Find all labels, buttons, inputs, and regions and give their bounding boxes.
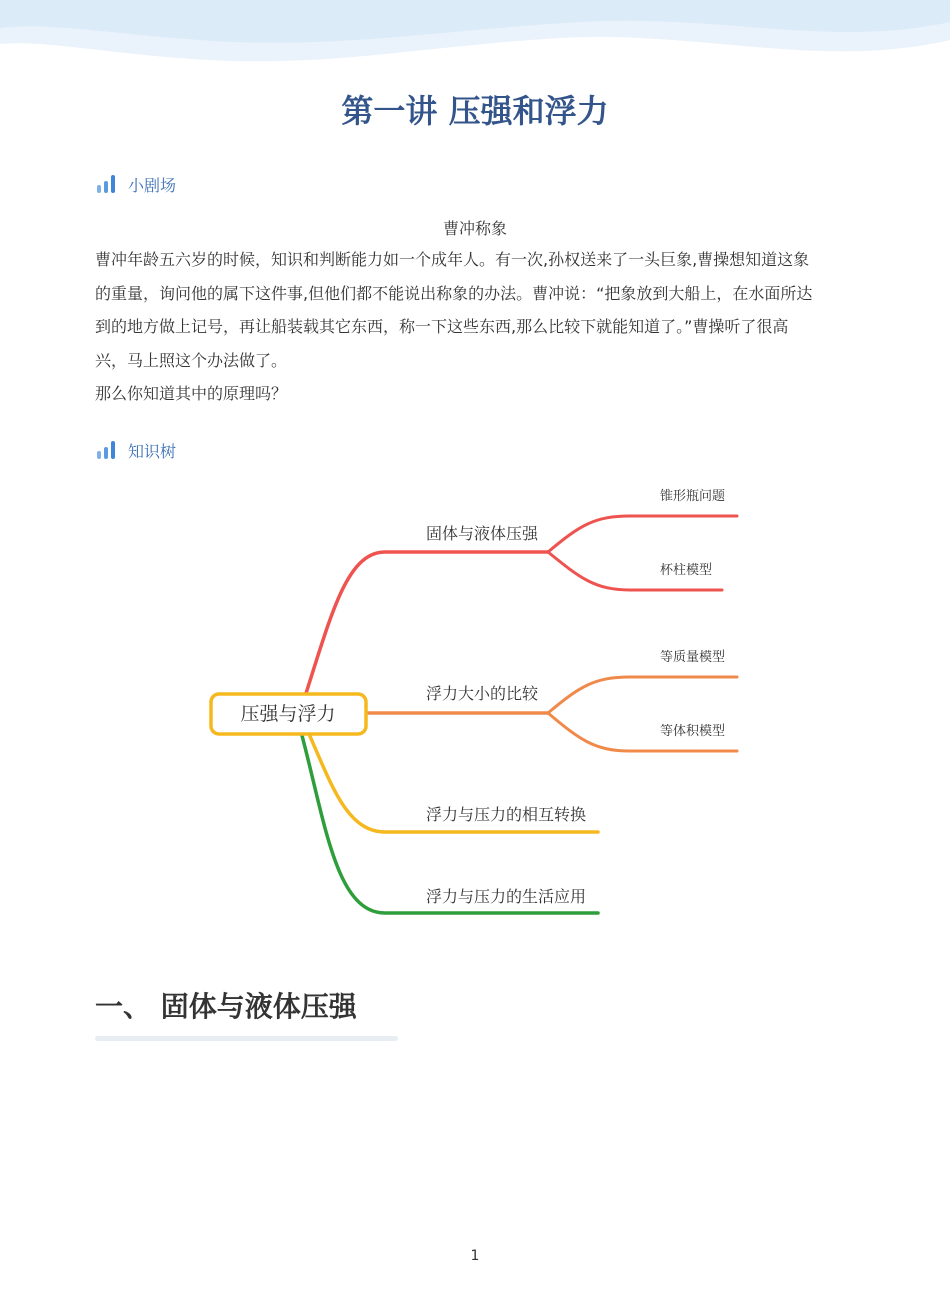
- section-theater-label: 小剧场: [128, 175, 177, 195]
- bar-chart-icon: [96, 173, 118, 195]
- mindmap-branch-label: 浮力与压力的生活应用: [426, 887, 587, 906]
- mindmap-branch-label: 浮力与压力的相互转换: [426, 805, 587, 824]
- header-wave-decoration: [0, 0, 950, 80]
- mindmap-leaf-label: 杯柱模型: [660, 563, 713, 578]
- mindmap-leaf-label: 等质量模型: [660, 650, 726, 665]
- story-line: 曹冲年龄五六岁的时候，知识和判断能力如一个成年人。有一次,孙权送来了一头巨象,曹操想知道这象: [95, 250, 810, 269]
- bar-chart-icon: [96, 439, 118, 461]
- section-theater-header: [96, 172, 176, 196]
- section-tree-label: 知识树: [128, 441, 177, 461]
- section-heading-1: 一、 固体与液体压强: [95, 990, 357, 1023]
- mindmap-branch-label: 固体与液体压强: [426, 524, 539, 543]
- knowledge-tree-mindmap: [0, 470, 950, 940]
- mindmap-root-label: 压强与浮力: [240, 703, 336, 725]
- heading-underline: [95, 1036, 398, 1041]
- story-line: 的重量，询问他的属下这件事,但他们都不能说出称象的办法。曹冲说：“把象放到大船上，在水面所达: [95, 283, 813, 303]
- mindmap-branch-label: 浮力大小的比较: [426, 684, 539, 703]
- story-paragraph: [95, 243, 855, 411]
- branch-connector: [548, 677, 737, 713]
- section-tree-header: [96, 438, 176, 462]
- story-title: 曹冲称象: [442, 219, 507, 238]
- mindmap-leaf-label: 等体积模型: [660, 724, 726, 739]
- page-title: 第一讲 压强和浮力: [341, 92, 609, 130]
- story-line: 到的地方做上记号，再让船装载其它东西，称一下这些东西,那么比较下就能知道了。”曹操听了很高: [95, 317, 789, 336]
- story-question: 那么你知道其中的原理吗？: [95, 384, 288, 403]
- page-number: 1: [470, 1248, 480, 1264]
- story-line: 兴，马上照这个办法做了。: [95, 350, 288, 370]
- branch-connector: [548, 516, 737, 552]
- mindmap-leaf-label: 锥形瓶问题: [660, 489, 726, 504]
